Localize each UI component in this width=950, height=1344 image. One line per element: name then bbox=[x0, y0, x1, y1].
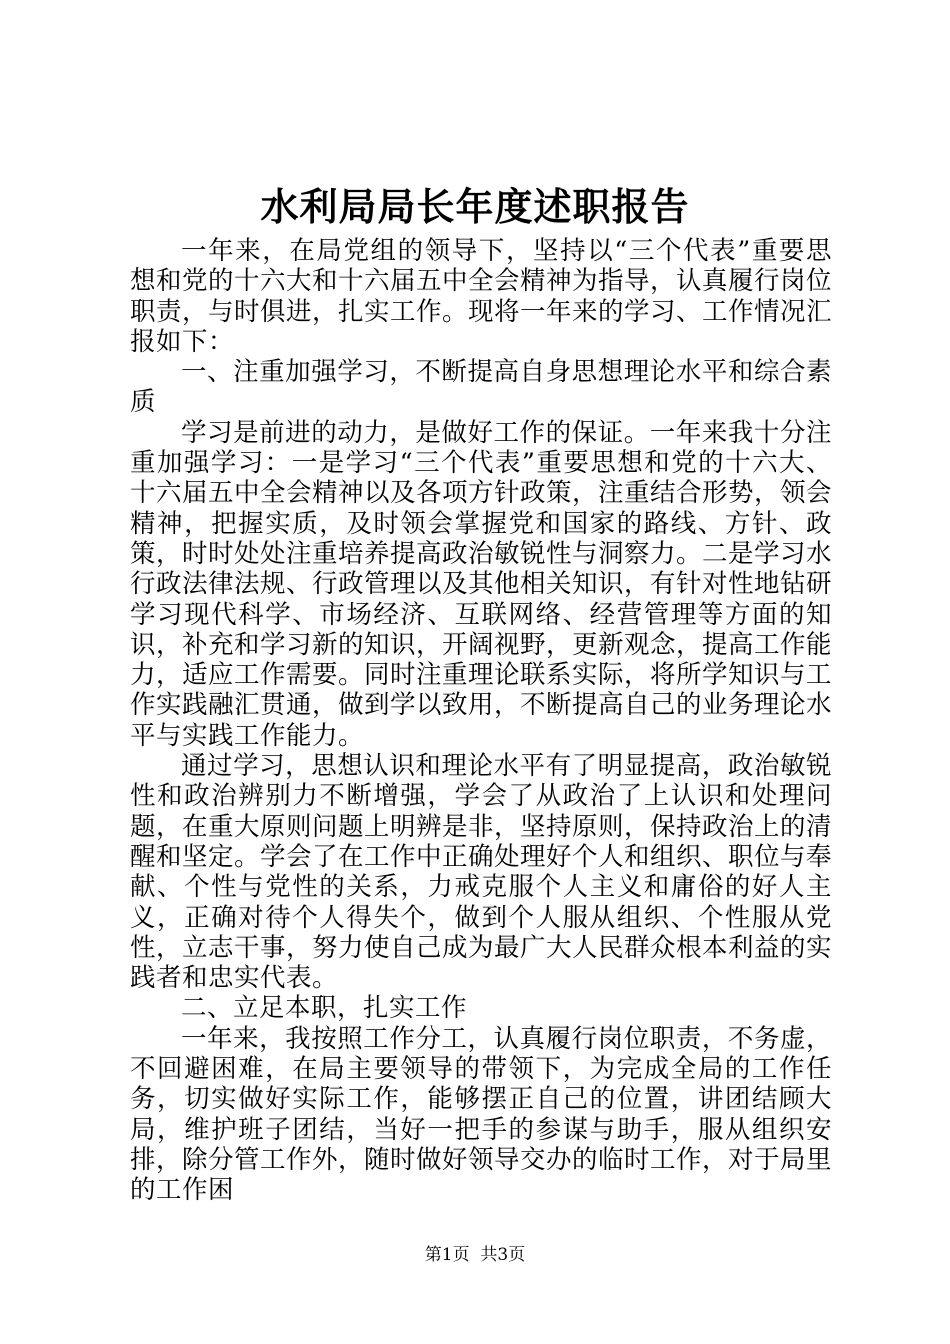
section-heading-2: 二、立足本职，扎实工作 bbox=[181, 993, 468, 1024]
paragraph-study-results: 通过学习，思想认识和理论水平有了明显提高，政治敏锐性和政治辨别力不断增强，学会了从政治了上认识和处理问题，在重大原则问题上明辨是非，坚持原则，保持政治上的清醒和坚定。学会了在工作中正确处理好个人和组织、职位与奉献、个性与党性的关系，力戒克服个人主义和庸俗的好人主义，正确对待个人得失个，做到个人服从组织、个性服从党性，立志干事，努力使自己成为最广大人民群众根本利益的实践者和忠实代表。 bbox=[130, 751, 833, 994]
paragraph-intro: 一年来，在局党组的领导下，坚持以“三个代表”重要思想和党的十六大和十六届五中全会精神为指导，认真履行岗位职责，与时俱进，扎实工作。现将一年来的学习、工作情况汇报如下： bbox=[130, 236, 833, 357]
document-body bbox=[130, 236, 832, 1206]
section-heading-1: 一、注重加强学习，不断提高自身思想理论水平和综合素质 bbox=[130, 357, 832, 418]
paragraph-work: 一年来，我按照工作分工，认真履行岗位职责，不务虚，不回避困难，在局主要领导的带领下，为完成全局的工作任务，切实做好实际工作，能够摆正自己的位置，讲团结顾大局，维护班子团结，当好一把手的参谋与助手，服从组织安排，除分管工作外，随时做好领导交办的临时工作，对于局里的工作困 bbox=[130, 1023, 833, 1206]
document-title: 水利局局长年度述职报告 bbox=[260, 184, 690, 229]
page-number: 第1页 共3页 bbox=[424, 1245, 526, 1265]
paragraph-study: 学习是前进的动力，是做好工作的保证。一年来我十分注重加强学习：一是学习“三个代表”重要思想和党的十六大、十六届五中全会精神以及各项方针政策，注重结合形势，领会精神，把握实质，及时领会掌握党和国家的路线、方针、政策，时时处处注重培养提高政治敏锐性与洞察力。二是学习水行政法律法规、行政管理以及其他相关知识，有针对性地钻研学习现代科学、市场经济、互联网络、经营管理等方面的知识，补充和学习新的知识，开阔视野，更新观念，提高工作能力，适应工作需要。同时注重理论联系实际，将所学知识与工作实践融汇贯通，做到学以致用，不断提高自己的业务理论水平与实践工作能力。 bbox=[130, 417, 833, 751]
page-footer bbox=[0, 1243, 950, 1267]
